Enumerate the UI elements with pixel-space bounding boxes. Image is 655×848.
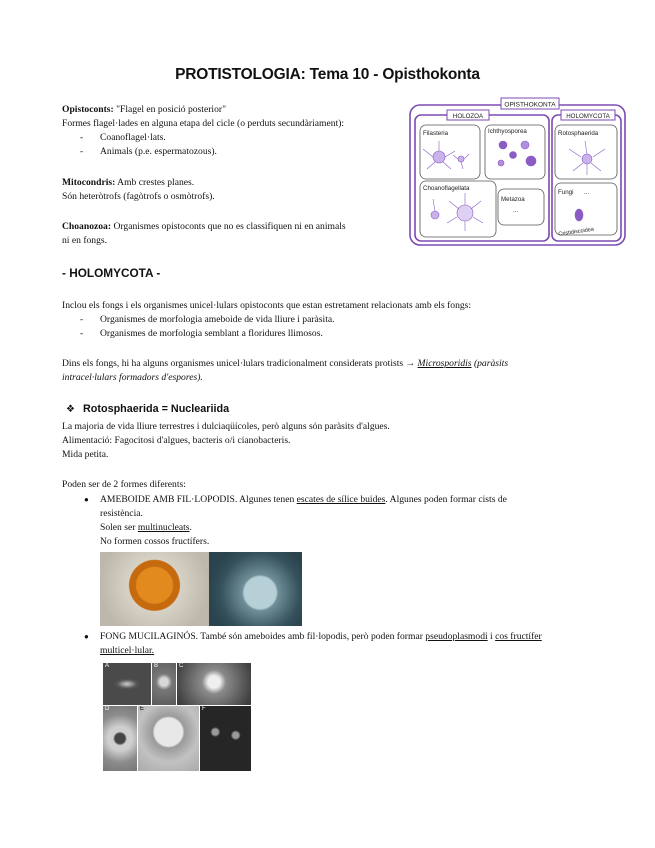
svg-text:...: ... — [513, 207, 519, 214]
diamond-bullet-icon: ❖ — [66, 404, 75, 415]
microsporidis-link[interactable]: Microsporidis — [417, 358, 472, 369]
ameboide-micrograph-2 — [209, 552, 302, 626]
form-ameboide-2: resistència. — [100, 508, 143, 519]
form-ameboide: ● AMEBOIDE AMB FIL·LOPODIS. Algunes tenen escates de sílice buides. Algunes poden formar cists de — [84, 494, 507, 505]
svg-text:...: ... — [584, 189, 590, 196]
label-fungi: Fungi — [558, 189, 574, 196]
label-holozoa: HOLOZOA — [452, 113, 484, 120]
rotosphaerida-line-2: Alimentació: Fagocitosi d'algues, bacteris o/i cianobacteris. — [62, 435, 291, 446]
label-rotosphaerida: Rotosphaerida — [558, 130, 599, 137]
form-ameboide-4: No formen cossos fructífers. — [100, 536, 210, 547]
page-title: PROTISTOLOGIA: Tema 10 - Opisthokonta — [175, 66, 480, 83]
cos-fructifer-link[interactable]: cos fructífer — [495, 631, 542, 642]
label-holomycota: HOLOMYCOTA — [566, 113, 610, 120]
bullet-dot-icon: ● — [84, 632, 89, 641]
formes-text: Formes flagel·lades en alguna etapa del cicle (o perduts secundàriament): — [62, 118, 345, 129]
pseudoplasmodi-link[interactable]: pseudoplasmodi — [425, 631, 488, 642]
holomycota-intro: Inclou els fongs i els organismes unicel·lulars opistoconts que estan estretament relacionats amb els fongs: — [62, 300, 472, 311]
micrograph-panel: D — [103, 706, 137, 771]
choanozoa-label: Choanozoa: — [62, 221, 112, 232]
bullet-dot-icon: ● — [84, 495, 89, 504]
heterotrofs-text: Són heteròtrofs (fagòtrofs o osmòtrofs). — [62, 191, 215, 202]
rotosphaerida-line-1: La majoria de vida lliure terrestres i dulciaqüícoles, però alguns són paràsits d'algues. — [62, 421, 390, 432]
label-cristidiscoidea: Cristidiscoidea — [558, 226, 595, 238]
multinucleats-link[interactable]: multinucleats — [137, 522, 190, 533]
mucilaginos-micrograph-grid — [103, 663, 251, 771]
label-choanoflagellata: Choanoflagellata — [423, 185, 470, 192]
opistoconts-label: Opistoconts: — [62, 104, 114, 115]
list-item: - Organismes de morfologia semblant a floridures llimosos. — [80, 328, 323, 339]
intro-opistoconts — [62, 103, 226, 117]
opistoconts-text: "Flagel en posició posterior" — [113, 104, 226, 115]
label-metazoa: Metazoa — [501, 196, 525, 203]
micrograph-panel: B — [152, 663, 176, 705]
label-opisthokonta: OPISTHOKONTA — [504, 101, 556, 109]
micrograph-panel: A — [103, 663, 151, 705]
microsporidis-paragraph-2: intracel·lulars formadors d'espores). — [62, 372, 203, 383]
rotosphaerida-line-3: Mida petita. — [62, 449, 109, 460]
escates-link[interactable]: escates de sílice buides — [296, 494, 386, 505]
form-ameboide-3: Solen ser multinucleats. — [100, 522, 192, 533]
holomycota-heading: - HOLOMYCOTA - — [62, 266, 161, 280]
micrograph-panel: E — [138, 706, 199, 771]
micrograph-panel: F — [200, 706, 251, 771]
opisthokonta-diagram — [409, 97, 627, 247]
choanozoa-text-2: ni en fongs. — [62, 235, 108, 246]
form-mucilaginos-2: multicel·lular. — [100, 645, 155, 656]
micrograph-panel: C — [177, 663, 251, 705]
intro-mitocondris: Mitocondris: Amb crestes planes. — [62, 177, 195, 188]
label-ichthyosporea: Ichthyosporea — [488, 128, 527, 135]
ameboide-micrograph-1 — [100, 552, 209, 626]
list-item: - Organismes de morfologia ameboide de vida lliure i paràsita. — [80, 314, 335, 325]
list-item: - Animals (p.e. espermatozous). — [80, 146, 217, 157]
form-mucilaginos: ● FONG MUCILAGINÓS. També són ameboides amb fil·lopodis, però poden formar pseudoplasmodi i cos fructífer — [84, 631, 542, 642]
opisthokonta-box — [410, 105, 625, 245]
label-filasteria: Filasteria — [423, 130, 449, 137]
rotosphaerida-line-4: Poden ser de 2 formes diferents: — [62, 479, 186, 490]
list-item: - Coanoflagel·lats. — [80, 132, 166, 143]
microsporidis-paragraph: Dins els fongs, hi ha alguns organismes unicel·lulars tradicionalment considerats protists → Microsporidis (paràsits — [62, 358, 509, 369]
mitocondris-label: Mitocondris: — [62, 177, 116, 188]
rotosphaerida-heading: Rotosphaerida = Nucleariida — [83, 403, 230, 415]
intro-choanozoa: Choanozoa: Organismes opistoconts que no es classifiquen ni en animals — [62, 221, 346, 232]
